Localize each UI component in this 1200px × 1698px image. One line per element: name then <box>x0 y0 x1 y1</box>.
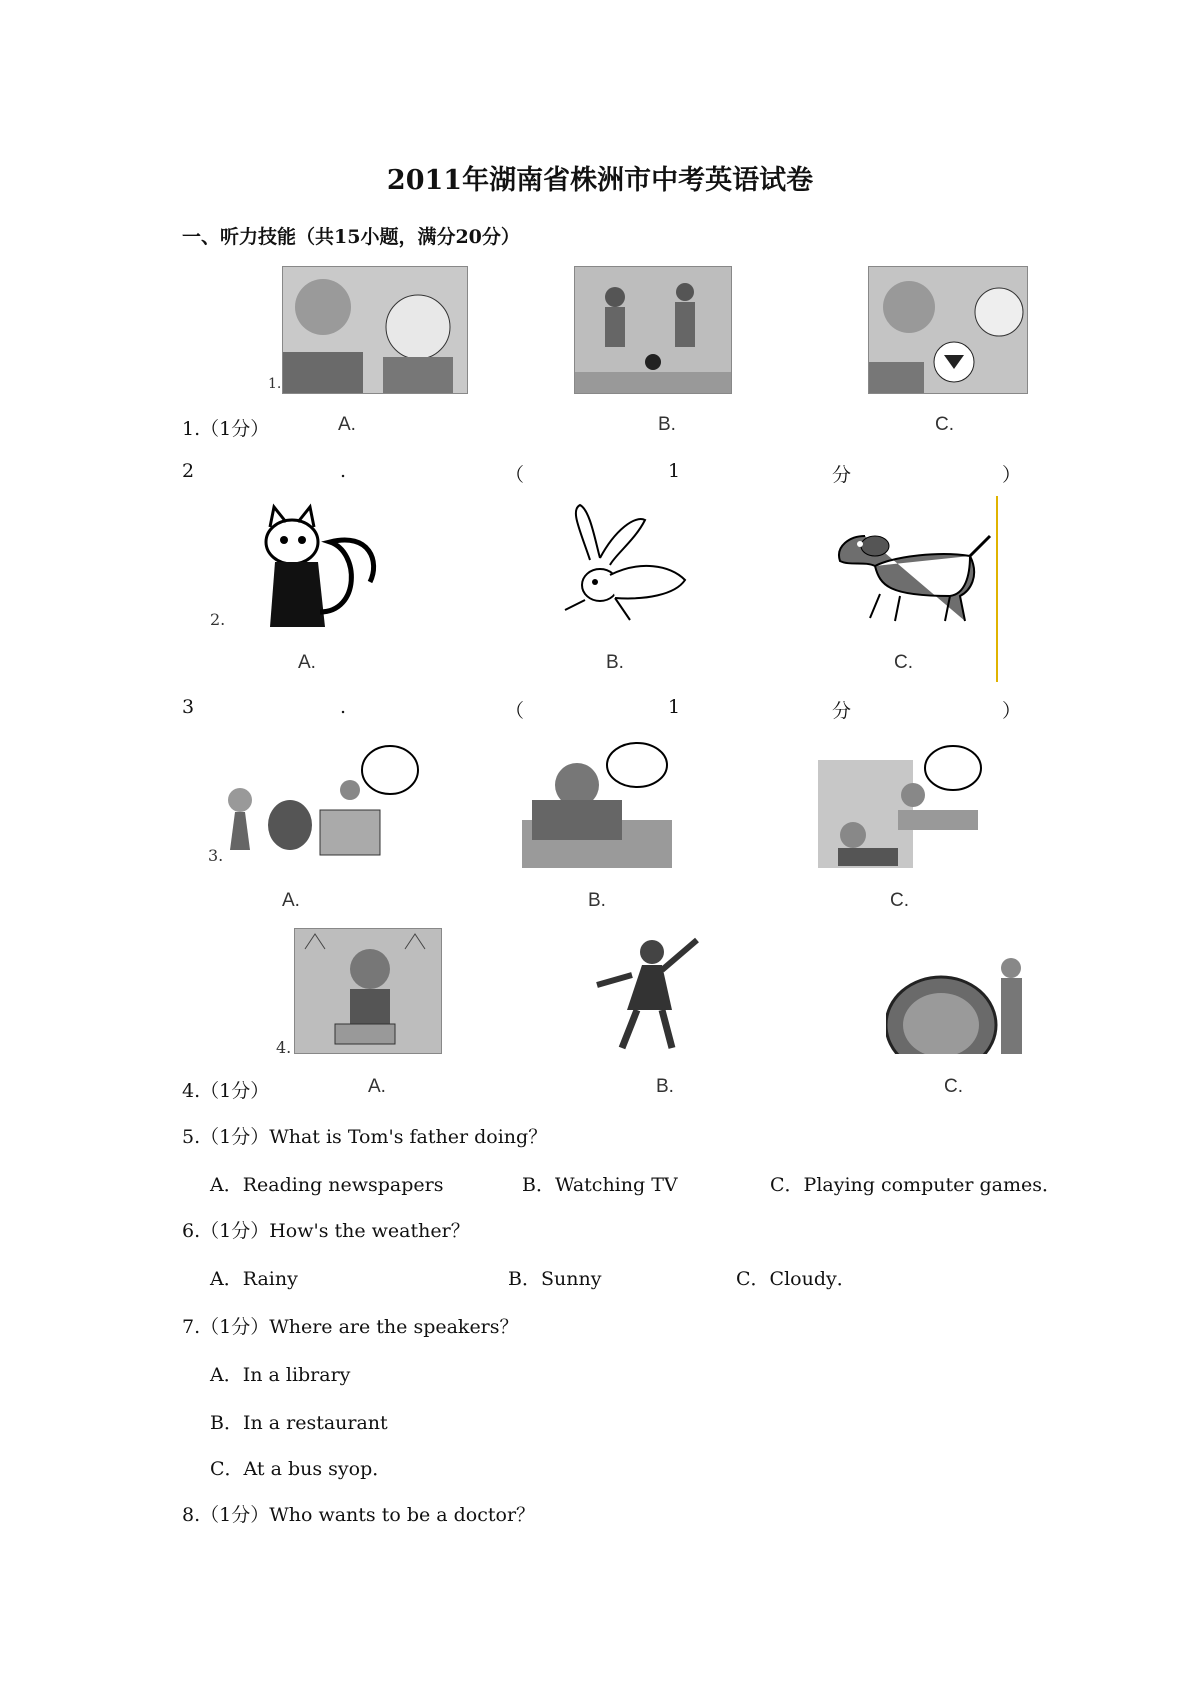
q4-picture-c <box>886 950 1022 1054</box>
q3-option-a: A. <box>282 890 300 911</box>
q4-picture-b <box>592 930 708 1054</box>
q3-picture-a <box>210 740 422 870</box>
q2-dot: . <box>340 460 347 482</box>
q2-option-a: A. <box>298 652 316 673</box>
q4-picture-a <box>294 928 442 1054</box>
yellow-divider-line <box>996 496 998 682</box>
q3-dot: . <box>340 696 347 718</box>
q3-right-paren: ） <box>1002 700 1022 722</box>
q2-picture-tag: 2. <box>210 610 226 629</box>
q6-option-c: C．Cloudy． <box>736 1268 856 1290</box>
q1-option-b: B. <box>658 414 676 435</box>
q2-fen: 分 <box>832 464 852 486</box>
q7-question: 7.（1分）Where are the speakers？ <box>182 1316 519 1338</box>
q3-fen: 分 <box>832 700 852 722</box>
q4-picture-tag: 4. <box>276 1038 292 1057</box>
q6-question: 6.（1分）How's the weather？ <box>182 1220 470 1242</box>
q7-option-a: A．In a library <box>210 1364 351 1386</box>
q2-picture-a-cat <box>250 502 400 632</box>
q3-picture-tag: 3. <box>208 846 224 865</box>
q3-picture-c <box>818 740 984 868</box>
q7-option-c: C．At a bus syop． <box>210 1458 392 1480</box>
q1-picture-tag: 1. <box>268 376 282 392</box>
q5-question: 5.（1分）What is Tom's father doing？ <box>182 1126 548 1148</box>
q2-option-c: C. <box>894 652 913 673</box>
q5-option-a: A．Reading newspapers <box>210 1174 444 1196</box>
q5-option-b: B．Watching TV <box>522 1174 678 1196</box>
q1-option-c: C. <box>935 414 954 435</box>
q4-option-c: C. <box>944 1076 963 1097</box>
q8-question: 8.（1分）Who wants to be a doctor？ <box>182 1504 536 1526</box>
q3-option-b: B. <box>588 890 606 911</box>
q6-option-b: B．Sunny <box>508 1268 602 1290</box>
section-heading: 一、听力技能（共15小题，满分20分） <box>182 226 520 248</box>
q4-option-b: B. <box>656 1076 674 1097</box>
q2-score: 1 <box>668 460 681 482</box>
q3-score: 1 <box>668 696 681 718</box>
q4-option-a: A. <box>368 1076 386 1097</box>
q1-picture-b <box>574 266 732 394</box>
q3-number: 3 <box>182 696 195 718</box>
q1-option-a: A. <box>338 414 356 435</box>
q5-option-c: C．Playing computer games． <box>770 1174 1061 1196</box>
q2-picture-b-rabbit <box>555 500 705 630</box>
q2-left-paren: （ <box>505 464 525 486</box>
page-title: 2011年湖南省株洲市中考英语试卷 <box>386 165 814 196</box>
q1-label: 1.（1分） <box>182 418 270 440</box>
q2-option-b: B. <box>606 652 624 673</box>
q4-label: 4.（1分） <box>182 1080 270 1102</box>
q6-option-a: A．Rainy <box>210 1268 298 1290</box>
q1-picture-a <box>282 266 468 394</box>
q7-option-b: B．In a restaurant <box>210 1412 388 1434</box>
q3-left-paren: （ <box>505 700 525 722</box>
q2-right-paren: ） <box>1002 464 1022 486</box>
q1-picture-c <box>868 266 1028 394</box>
q3-picture-b <box>522 740 672 868</box>
q3-option-c: C. <box>890 890 909 911</box>
q2-picture-c-dog <box>820 506 996 626</box>
q2-number: 2 <box>182 460 195 482</box>
